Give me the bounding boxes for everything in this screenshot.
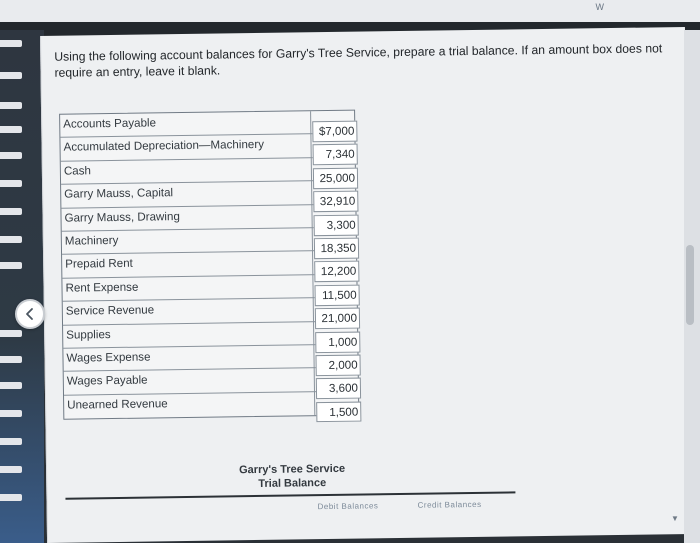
account-amount: 12,200 <box>314 261 359 283</box>
question-prompt: Using the following account balances for Garry's Tree Service, prepare a trial balance. If an amount box does not require an entry, leave it blank. <box>54 41 663 80</box>
heading-rule <box>65 491 515 499</box>
account-amount: 7,340 <box>313 144 358 166</box>
sidebar-tick[interactable] <box>0 102 22 109</box>
sidebar-tick[interactable] <box>0 236 22 243</box>
account-name: Service Revenue <box>65 303 155 318</box>
debit-column-header: Debit Balances <box>317 501 379 512</box>
account-amount: 21,000 <box>315 308 360 330</box>
back-button[interactable] <box>15 299 45 329</box>
sidebar-tick[interactable] <box>0 466 22 473</box>
account-amount: 1,000 <box>315 331 360 353</box>
table-row <box>64 391 358 418</box>
account-name: Accumulated Depreciation—Machinery <box>63 138 265 155</box>
account-name: Wages Payable <box>66 373 148 388</box>
account-name: Supplies <box>66 327 111 342</box>
statement-title: Trial Balance <box>258 477 327 490</box>
sidebar-tick[interactable] <box>0 330 22 337</box>
account-name: Garry Mauss, Drawing <box>64 209 180 225</box>
left-sidebar <box>0 30 44 543</box>
sidebar-tick[interactable] <box>0 72 22 79</box>
account-amount: 3,600 <box>316 378 361 400</box>
sidebar-tick[interactable] <box>0 208 22 215</box>
account-name: Prepaid Rent <box>65 257 133 272</box>
sidebar-tick[interactable] <box>0 262 22 269</box>
sidebar-tick[interactable] <box>0 152 22 159</box>
sidebar-tick[interactable] <box>0 438 22 445</box>
account-amount: 32,910 <box>313 191 358 213</box>
sidebar-tick[interactable] <box>0 40 22 47</box>
company-name: Garry's Tree Service <box>238 462 346 477</box>
account-name: Machinery <box>64 233 119 248</box>
scrollbar-thumb[interactable] <box>686 245 694 325</box>
account-name: Unearned Revenue <box>67 396 168 412</box>
account-amount: 18,350 <box>314 238 359 260</box>
account-name: Wages Expense <box>66 350 151 365</box>
sidebar-tick[interactable] <box>0 494 22 501</box>
account-name: Accounts Payable <box>63 116 157 131</box>
scroll-down-arrow-icon[interactable]: ▼ <box>671 514 679 523</box>
top-bar-mark: W <box>595 2 604 12</box>
account-name: Rent Expense <box>65 280 139 295</box>
sidebar-tick[interactable] <box>0 356 22 363</box>
account-amount: $7,000 <box>312 121 357 143</box>
sidebar-tick[interactable] <box>0 410 22 417</box>
account-amount: 1,500 <box>316 401 361 422</box>
sidebar-tick[interactable] <box>0 382 22 389</box>
sidebar-tick[interactable] <box>0 180 22 187</box>
account-amount: 3,300 <box>314 214 359 236</box>
top-bar <box>0 0 700 22</box>
chevron-left-icon <box>23 307 37 321</box>
trial-balance-heading <box>217 461 367 491</box>
question-page <box>40 27 692 543</box>
account-amount: 25,000 <box>313 167 358 189</box>
credit-column-header: Credit Balances <box>417 499 482 510</box>
account-name: Garry Mauss, Capital <box>64 186 174 201</box>
account-amount: 11,500 <box>315 284 360 306</box>
account-name: Cash <box>63 164 92 178</box>
account-balances-table <box>59 110 359 420</box>
sidebar-tick[interactable] <box>0 126 22 133</box>
account-amount: 2,000 <box>315 354 360 376</box>
